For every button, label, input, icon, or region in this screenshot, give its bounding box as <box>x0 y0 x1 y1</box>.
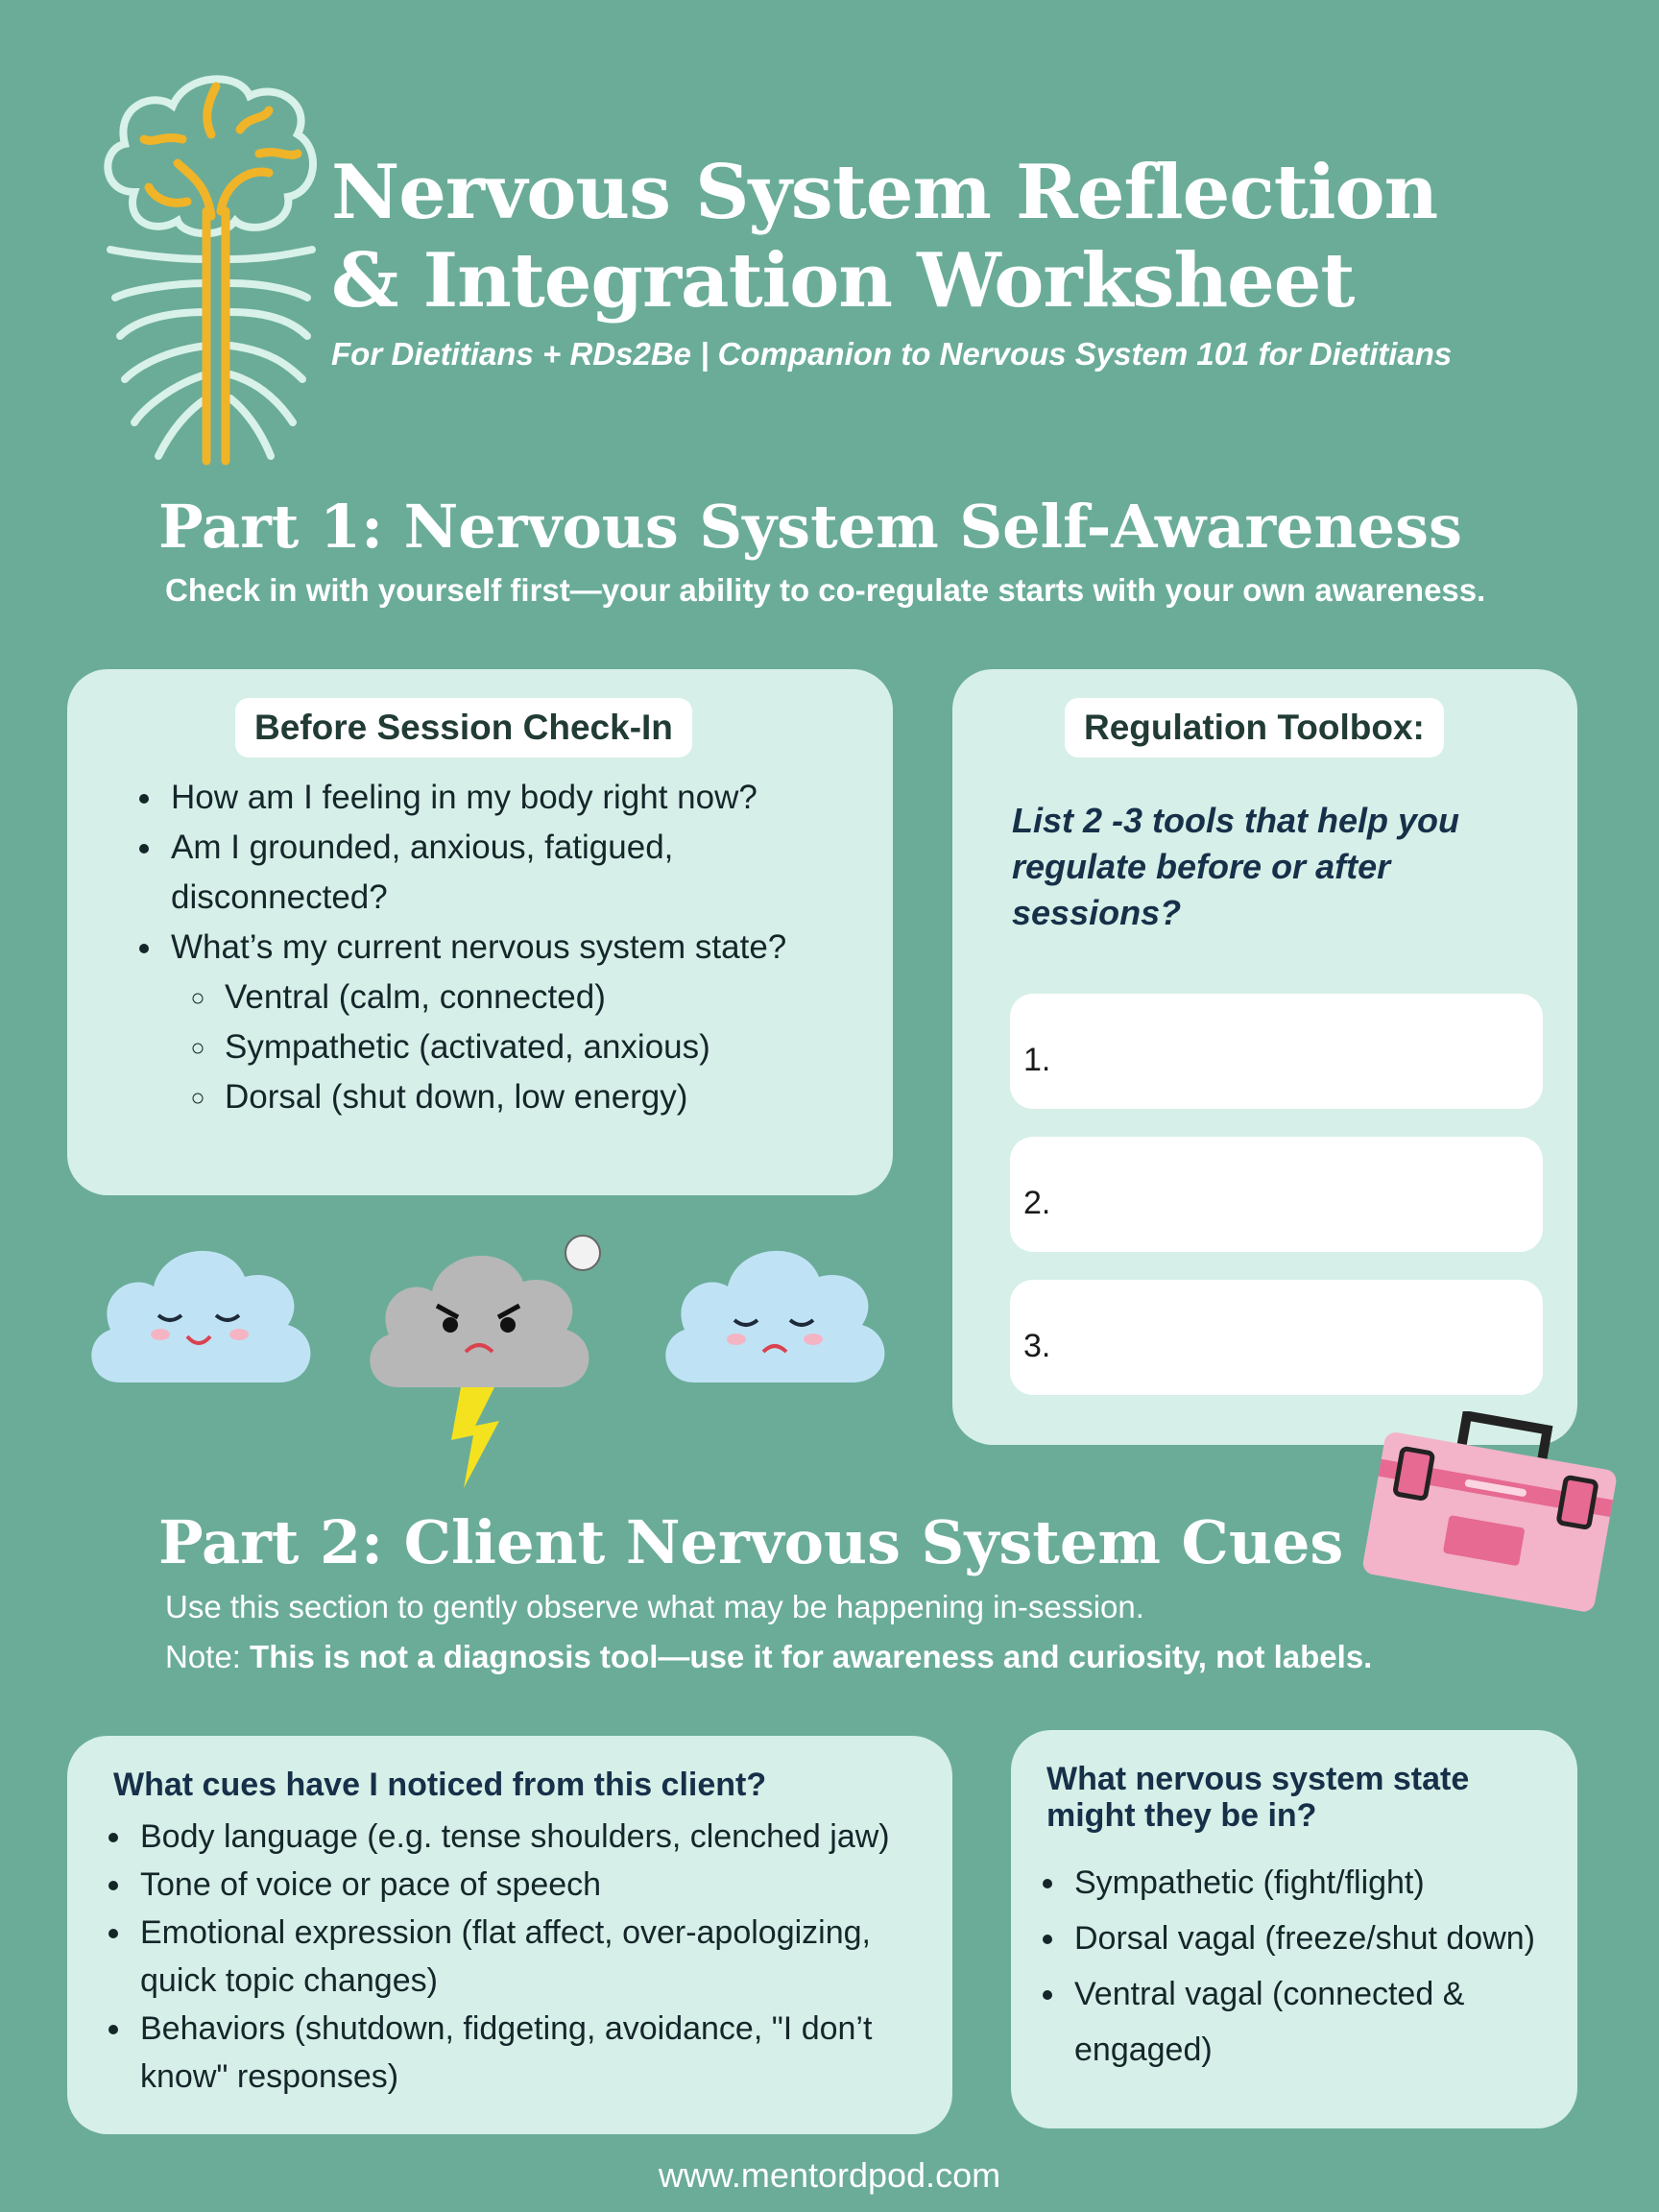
toolbox-icon <box>1354 1411 1623 1623</box>
sad-cloud-icon <box>656 1229 896 1402</box>
tool-answer-field[interactable] <box>1010 1280 1543 1395</box>
checkin-item <box>165 923 876 1122</box>
cues-list <box>96 1813 941 2101</box>
angry-storm-cloud-icon <box>360 1229 619 1498</box>
cue-item: • Tone of voice or pace of speech <box>134 1861 941 1909</box>
state-item: • Ventral vagal (connected & engaged) <box>1069 1966 1577 2078</box>
title-line-1: Nervous System Reflection <box>331 149 1438 236</box>
part2-note <box>165 1639 1372 1675</box>
state-panel <box>1011 1730 1577 2128</box>
tool-answer-field[interactable] <box>1010 1137 1543 1252</box>
answer-number: 3. <box>1023 1328 1051 1364</box>
happy-cloud-icon <box>82 1229 322 1402</box>
state-list <box>1030 1855 1577 2078</box>
checkin-item-label: What’s my current nervous system state? <box>171 928 787 966</box>
state-option: ◦ Dorsal (shut down, low energy) <box>219 1072 876 1122</box>
footer-url[interactable]: www.mentordpod.com <box>658 2155 1001 2195</box>
checkin-list <box>127 773 876 1122</box>
worksheet-title <box>331 149 1531 325</box>
part2-intro: Use this section to gently observe what may be happening in-session. <box>165 1589 1144 1624</box>
note-prefix: Note: <box>165 1639 251 1674</box>
tool-answer-field[interactable] <box>1010 994 1543 1109</box>
cues-question: What cues have I noticed from this client? <box>113 1767 767 1803</box>
toolbox-prompt: List 2 -3 tools that help you regulate before or after sessions? <box>1012 801 1460 932</box>
note-text: This is not a diagnosis tool—use it for awareness and curiosity, not labels. <box>250 1639 1373 1674</box>
part2-heading: Part 2: Client Nervous System Cues <box>158 1507 1344 1577</box>
state-option: ◦ Sympathetic (activated, anxious) <box>219 1022 876 1072</box>
checkin-item: • Am I grounded, anxious, fatigued, disconnected? <box>165 823 876 923</box>
cue-item: • Emotional expression (flat affect, over-apologizing, quick topic changes) <box>134 1909 941 2005</box>
state-question: What nervous system state might they be in? <box>1046 1761 1470 1834</box>
state-item: • Dorsal vagal (freeze/shut down) <box>1069 1911 1577 1966</box>
cues-panel <box>67 1736 952 2134</box>
state-option: ◦ Ventral (calm, connected) <box>219 973 876 1022</box>
toolbox-panel <box>952 669 1577 1445</box>
answer-number: 1. <box>1023 1042 1051 1078</box>
title-line-2: & Integration Worksheet <box>331 237 1355 325</box>
checkin-panel <box>67 669 893 1195</box>
part1-intro: Check in with yourself first—your ability to co-regulate starts with your own awareness. <box>165 572 1486 608</box>
brain-spine-icon <box>96 67 326 480</box>
state-item: • Sympathetic (fight/flight) <box>1069 1855 1577 1911</box>
checkin-item: • How am I feeling in my body right now? <box>165 773 876 823</box>
checkin-label: Before Session Check-In <box>235 698 692 757</box>
cue-item: • Body language (e.g. tense shoulders, clenched jaw) <box>134 1813 941 1861</box>
answer-number: 2. <box>1023 1185 1051 1221</box>
part1-heading: Part 1: Nervous System Self-Awareness <box>158 492 1462 562</box>
cue-item: • Behaviors (shutdown, fidgeting, avoidance, "I don’t know" responses) <box>134 2005 941 2101</box>
worksheet-subtitle: For Dietitians + RDs2Be | Companion to Nervous System 101 for Dietitians <box>331 336 1453 372</box>
toolbox-label: Regulation Toolbox: <box>1065 698 1444 757</box>
